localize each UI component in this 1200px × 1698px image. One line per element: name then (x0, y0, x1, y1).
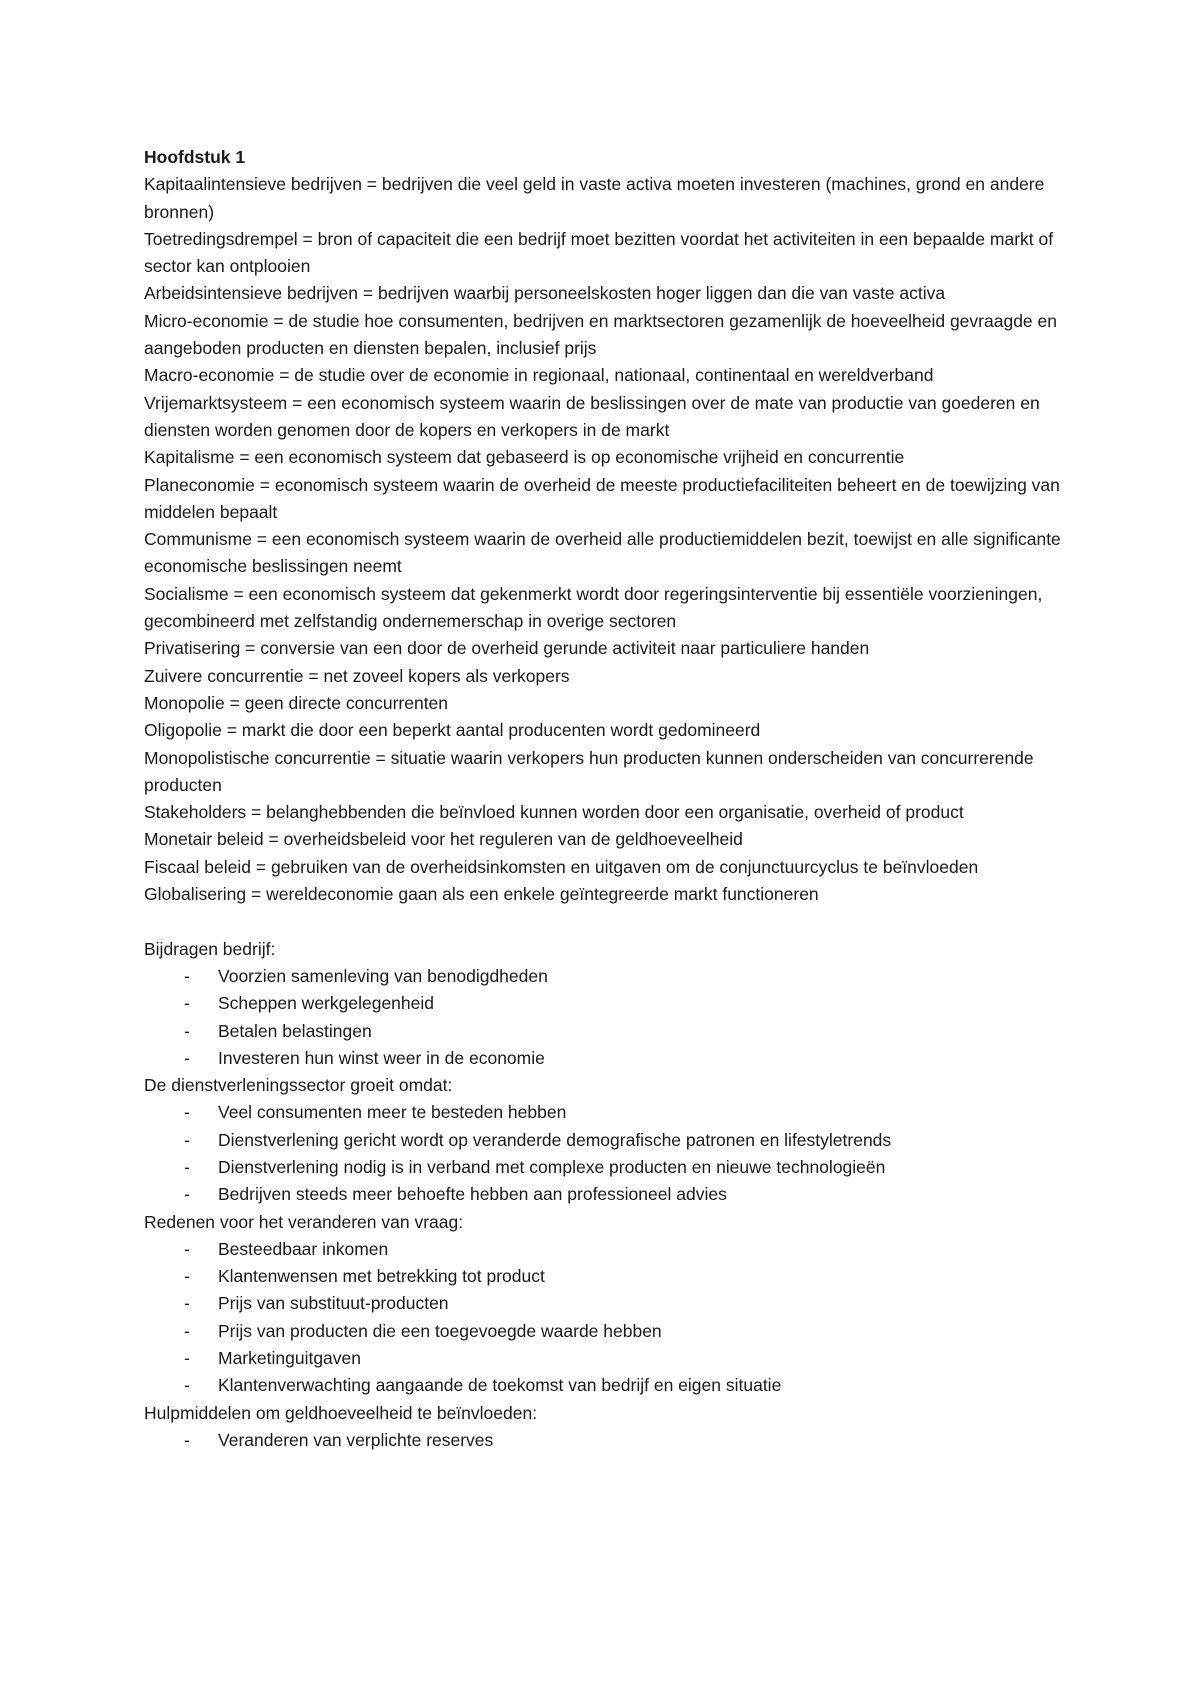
definition-line: Arbeidsintensieve bedrijven = bedrijven waarbij personeelskosten hoger liggen dan die van vaste activa (144, 283, 946, 304)
document-page (144, 144, 1074, 1454)
dash-bullet: - (184, 1320, 190, 1341)
dash-bullet: - (184, 1348, 190, 1369)
dash-bullet: - (184, 993, 190, 1014)
list-item-text: Klantenverwachting aangaande de toekomst van bedrijf en eigen situatie (218, 1375, 782, 1396)
chapter-title: Hoofdstuk 1 (144, 147, 246, 167)
list-item (144, 1372, 1074, 1399)
list-item (144, 1018, 1074, 1045)
list-item (144, 1236, 1074, 1263)
dash-bullet: - (184, 1184, 190, 1205)
dash-bullet: - (184, 1020, 190, 1041)
definition-line: Toetredingsdrempel = bron of capaciteit die een bedrijf moet bezitten voordat het activiteiten in een bepaalde markt of sector kan ontplooien (144, 228, 1054, 277)
list-item (144, 1127, 1074, 1154)
list-item (144, 1290, 1074, 1317)
list-item (144, 1099, 1074, 1126)
dash-bullet: - (184, 1293, 190, 1314)
definitions-list (144, 171, 1074, 908)
list-item (144, 1318, 1074, 1345)
definition-line: Kapitaalintensieve bedrijven = bedrijven die veel geld in vaste activa moeten investeren (machines, grond en andere bronnen) (144, 174, 1045, 222)
list-item-text: Veel consumenten meer te besteden hebben (218, 1102, 567, 1123)
list-item-text: Prijs van producten die een toegevoegde waarde hebben (218, 1320, 662, 1341)
section-title: Redenen voor het veranderen van vraag: (144, 1211, 464, 1232)
definition-line: Globalisering = wereldeconomie gaan als een enkele geïntegreerde markt functioneren (144, 884, 819, 905)
blank-line (144, 908, 1074, 935)
definition-line: Oligopolie = markt die door een beperkt aantal producenten wordt gedomineerd (144, 720, 761, 741)
definition-line: Monetair beleid = overheidsbeleid voor het reguleren van de geldhoeveelheid (144, 829, 743, 850)
list-item-text: Veranderen van verplichte reserves (218, 1429, 494, 1450)
list-item (144, 1345, 1074, 1372)
list-item-text: Scheppen werkgelegenheid (218, 993, 434, 1014)
list-item (144, 1427, 1074, 1454)
definition-line: Monopolie = geen directe concurrenten (144, 692, 449, 713)
definition-line: Zuivere concurrentie = net zoveel kopers als verkopers (144, 665, 570, 686)
list-item-text: Dienstverlening gericht wordt op veranderde demografische patronen en lifestyletrends (218, 1129, 892, 1150)
list-item-text: Dienstverlening nodig is in verband met complexe producten en nieuwe technologieën (218, 1156, 886, 1177)
list-item (144, 1045, 1074, 1072)
list-item-text: Investeren hun winst weer in de economie (218, 1047, 545, 1068)
definition-line: Fiscaal beleid = gebruiken van de overheidsinkomsten en uitgaven om de conjunctuurcyclus te beïnvloeden (144, 856, 979, 877)
section-title: De dienstverleningssector groeit omdat: (144, 1075, 453, 1096)
definition-line: Planeconomie = economisch systeem waarin de overheid de meeste productiefaciliteiten beheert en de toewijzing van middelen bepaalt (144, 474, 1060, 522)
dash-bullet: - (184, 1129, 190, 1150)
section-redenen-vraag (144, 1209, 1074, 1400)
dash-bullet: - (184, 1238, 190, 1259)
definition-line: Socialisme = een economisch systeem dat gekenmerkt wordt door regeringsinterventie bij essentiële voorzieningen, gecombineerd met zelfstandig ondernemerschap in overige sectoren (144, 583, 1043, 632)
list-item-text: Bedrijven steeds meer behoefte hebben aan professioneel advies (218, 1184, 727, 1205)
dash-bullet: - (184, 1429, 190, 1450)
dash-bullet: - (184, 1375, 190, 1396)
bullet-list (144, 1099, 1074, 1208)
list-item (144, 1181, 1074, 1208)
dash-bullet: - (184, 965, 190, 986)
list-item (144, 990, 1074, 1017)
bullet-list (144, 1236, 1074, 1400)
list-item (144, 963, 1074, 990)
definition-line: Kapitalisme = een economisch systeem dat gebaseerd is op economische vrijheid en concurrentie (144, 447, 905, 468)
definition-line: Vrijemarktsysteem = een economisch systeem waarin de beslissingen over de mate van productie van goederen en diensten worden genomen door de kopers en verkopers in de markt (144, 392, 1040, 440)
list-item (144, 1263, 1074, 1290)
dash-bullet: - (184, 1047, 190, 1068)
section-bijdragen-bedrijf (144, 936, 1074, 1072)
list-item-text: Voorzien samenleving van benodigdheden (218, 965, 548, 986)
section-hulpmiddelen-geldhoeveelheid (144, 1400, 1074, 1455)
dash-bullet: - (184, 1156, 190, 1177)
definition-line: Communisme = een economisch systeem waarin de overheid alle productiemiddelen bezit, toewijst en alle significante economische beslissingen neemt (144, 529, 1061, 577)
list-item-text: Marketinguitgaven (218, 1348, 361, 1369)
list-item-text: Betalen belastingen (218, 1020, 372, 1041)
bullet-list (144, 1427, 1074, 1454)
list-item (144, 1154, 1074, 1181)
definition-line: Stakeholders = belanghebbenden die beïnvloed kunnen worden door een organisatie, overheid of product (144, 802, 964, 823)
bullet-list (144, 963, 1074, 1072)
list-item-text: Klantenwensen met betrekking tot product (218, 1266, 545, 1287)
dash-bullet: - (184, 1266, 190, 1287)
definition-line: Micro-economie = de studie hoe consumenten, bedrijven en marktsectoren gezamenlijk de hoeveelheid gevraagde en aangeboden producten en diensten bepalen, inclusief prijs (144, 310, 1057, 359)
section-title: Hulpmiddelen om geldhoeveelheid te beïnvloeden: (144, 1402, 538, 1423)
section-dienstverleningssector (144, 1072, 1074, 1208)
definition-line: Privatisering = conversie van een door de overheid gerunde activiteit naar particuliere handen (144, 638, 870, 659)
dash-bullet: - (184, 1102, 190, 1123)
list-item-text: Prijs van substituut-producten (218, 1293, 449, 1314)
list-item-text: Besteedbaar inkomen (218, 1238, 389, 1259)
section-title: Bijdragen bedrijf: (144, 938, 276, 959)
definition-line: Macro-economie = de studie over de economie in regionaal, nationaal, continentaal en wereldverband (144, 365, 934, 386)
definition-line: Monopolistische concurrentie = situatie waarin verkopers hun producten kunnen onderscheiden van concurrerende producten (144, 747, 1034, 795)
